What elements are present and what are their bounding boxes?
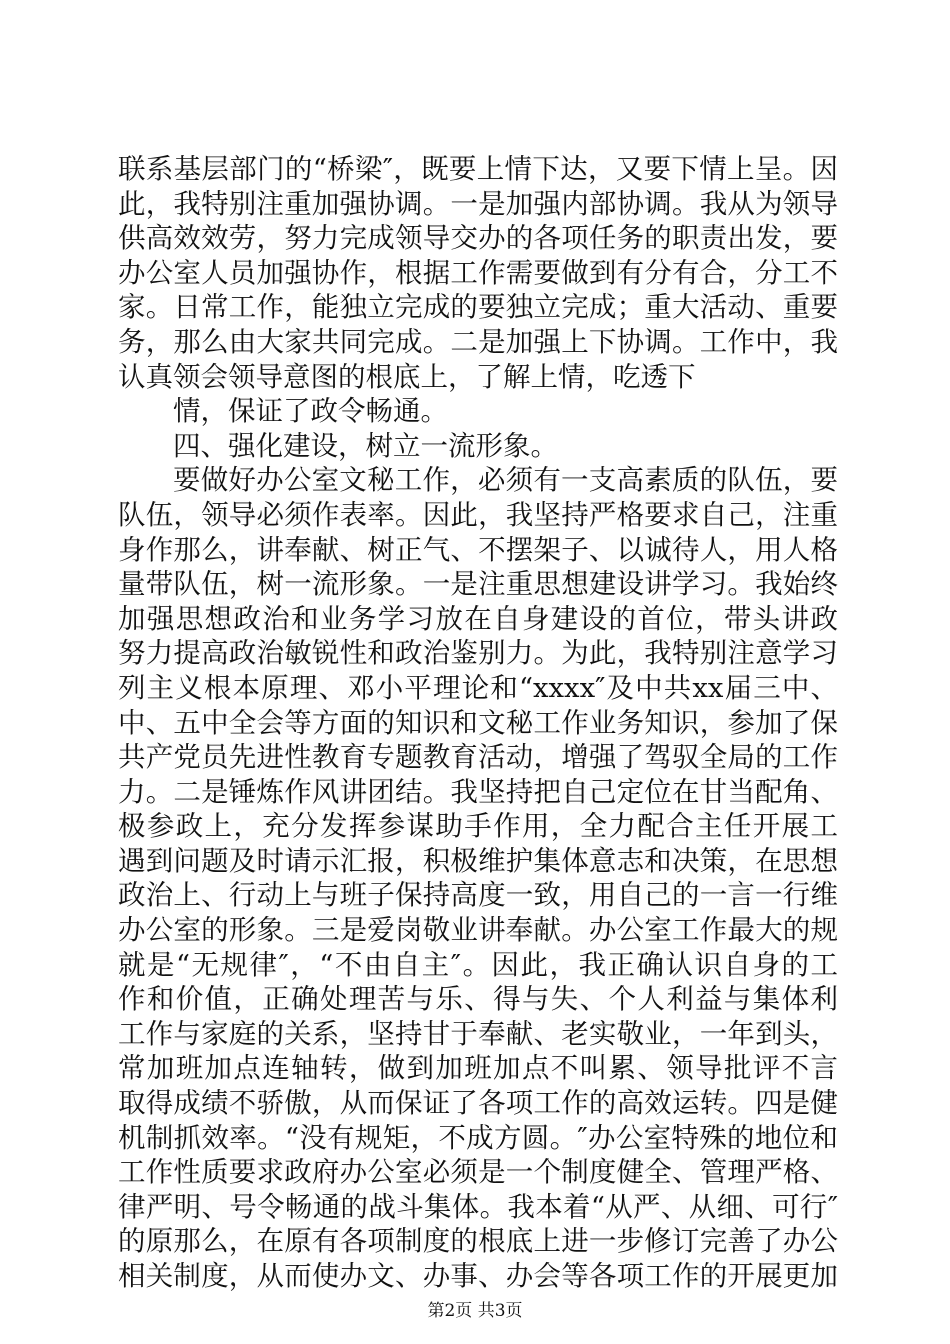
text-line-5: 家。日常工作，能独立完成的要独立完成；重大活动、重要: [118, 291, 838, 324]
page-footer: 第2页 共3页: [427, 1301, 523, 1321]
text-line-4: 办公室人员加强协作，根据工作需要做到有分有合，分工不: [118, 256, 838, 289]
text-line-18: 共产党员先进性教育专题教育活动，增强了驾驭全局的工作: [118, 741, 838, 774]
text-line-16: 列主义根本原理、邓小平理论和“xxxx″及中共xx届三中、: [118, 671, 838, 704]
text-line-10: 要做好办公室文秘工作，必须有一支高素质的队伍，要: [173, 464, 838, 497]
text-line-24: 就是“无规律″，“不由自主″。因此，我正确认识自身的工: [118, 948, 838, 981]
text-line-11: 队伍，领导必须作表率。因此，我坚持严格要求自己，注重: [118, 498, 838, 531]
text-line-28: 取得成绩不骄傲，从而保证了各项工作的高效运转。四是健: [118, 1087, 838, 1120]
text-line-31: 律严明、号令畅通的战斗集体。我本着“从严、从细、可行″: [118, 1190, 838, 1223]
text-line-2: 此，我特别注重加强协调。一是加强内部协调。我从为领导: [118, 187, 838, 220]
text-line-3: 供高效效劳，努力完成领导交办的各项任务的职责出发，要: [118, 222, 838, 255]
text-line-26: 工作与家庭的关系，坚持甘于奉献、老实敬业，一年到头，: [118, 1017, 838, 1050]
section-heading: 四、强化建设，树立一流形象。: [173, 429, 558, 462]
text-line-13: 量带队伍，树一流形象。一是注重思想建设讲学习。我始终: [118, 568, 838, 601]
text-line-23: 办公室的形象。三是爱岗敬业讲奉献。办公室工作最大的规: [118, 914, 838, 947]
body-text: [118, 152, 838, 1294]
text-line-12: 身作那么，讲奉献、树正气、不摆架子、以诚待人，用人格: [118, 533, 838, 566]
text-line-6: 务，那么由大家共同完成。二是加强上下协调。工作中，我: [118, 325, 838, 358]
text-line-1: 联系基层部门的“桥梁″，既要上情下达，又要下情上呈。因: [118, 153, 838, 185]
text-line-30: 工作性质要求政府办公室必须是一个制度健全、管理严格、: [118, 1156, 838, 1189]
text-line-29: 机制抓效率。“没有规矩，不成方圆。″办公室特殊的地位和: [118, 1121, 838, 1154]
text-line-25: 作和价值，正确处理苦与乐、得与失、个人利益与集体利: [118, 983, 838, 1016]
text-line-21: 遇到问题及时请示汇报，积极维护集体意志和决策，在思想: [118, 844, 838, 877]
text-line-19: 力。二是锤炼作风讲团结。我坚持把自己定位在甘当配角、: [118, 775, 838, 808]
text-line-7: 认真领会领导意图的根底上，了解上情，吃透下: [118, 360, 696, 393]
text-line-32: 的原那么，在原有各项制度的根底上进一步修订完善了办公: [118, 1225, 838, 1258]
text-line-17: 中、五中全会等方面的知识和文秘工作业务知识，参加了保: [118, 706, 838, 739]
text-line-33: 相关制度，从而使办文、办事、办会等各项工作的开展更加: [118, 1260, 838, 1292]
text-line-8: 情，保证了政令畅通。: [173, 395, 448, 428]
text-line-15: 努力提高政治敏锐性和政治鉴别力。为此，我特别注意学习: [118, 637, 838, 670]
text-line-27: 常加班加点连轴转，做到加班加点不叫累、领导批评不言: [118, 1052, 838, 1085]
text-line-20: 极参政上，充分发挥参谋助手作用，全力配合主任开展工: [118, 810, 838, 843]
text-line-14: 加强思想政治和业务学习放在自身建设的首位，带头讲政: [118, 602, 838, 635]
text-line-22: 政治上、行动上与班子保持高度一致，用自己的一言一行维: [118, 879, 838, 912]
